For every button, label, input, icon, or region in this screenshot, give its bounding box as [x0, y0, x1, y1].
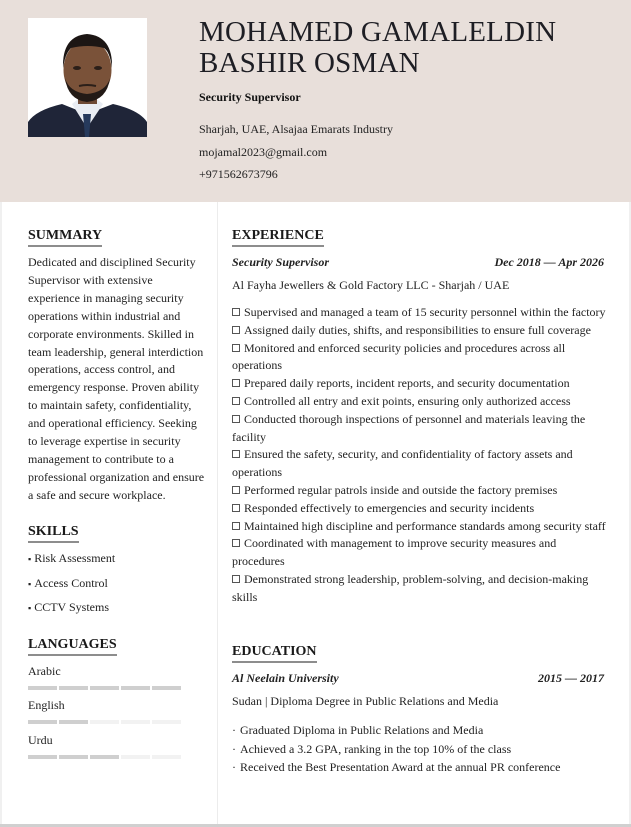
checkbox-glyph-icon [232, 326, 240, 334]
level-segment [90, 755, 119, 759]
experience-bullet: Supervised and managed a team of 15 security personnel within the factory [232, 304, 610, 322]
page-edge-left [0, 202, 2, 825]
location-text: Sharjah, UAE, Alsajaa Emarats Industry [199, 122, 393, 136]
language-name: Urdu [28, 733, 53, 747]
bullet-icon: ▪ [28, 554, 32, 564]
education-school: Al Neelain University [232, 671, 339, 685]
candidate-name [199, 17, 556, 79]
education-heading: EDUCATION [232, 644, 317, 663]
education-bullets [232, 721, 560, 777]
language-level-bar [28, 720, 181, 724]
summary-heading: SUMMARY [28, 228, 102, 247]
resume-header [0, 0, 631, 202]
job-title: Security Supervisor [199, 90, 301, 104]
bullet-icon: · [232, 760, 236, 774]
education-degree: Sudan | Diploma Degree in Public Relations and Media [232, 694, 499, 708]
checkbox-glyph-icon [232, 522, 240, 530]
skill-item: ▪ CCTV Systems [28, 600, 109, 614]
level-segment [59, 686, 88, 690]
level-segment [121, 720, 150, 724]
level-segment [152, 686, 181, 690]
language-level-bar [28, 686, 181, 690]
language-level-bar [28, 755, 181, 759]
checkbox-glyph-icon [232, 344, 240, 352]
skills-heading: SKILLS [28, 524, 79, 543]
experience-bullet: Demonstrated strong leadership, problem-solving, and decision-making skills [232, 571, 589, 604]
checkbox-glyph-icon [232, 575, 240, 583]
level-segment [28, 686, 57, 690]
bullet-icon: ▪ [28, 579, 32, 589]
bullet-icon: · [232, 741, 236, 756]
experience-bullets [232, 304, 610, 607]
language-name: Arabic [28, 664, 61, 678]
experience-bullet: Controlled all entry and exit points, ensuring only authorized access [232, 393, 610, 411]
experience-bullet: Monitored and enforced security policies and procedures across all operations [232, 340, 566, 373]
language-name: English [28, 698, 65, 712]
checkbox-glyph-icon [232, 308, 240, 316]
phone-text: +971562673796 [199, 167, 278, 181]
experience-bullet: Performed regular patrols inside and outside the factory premises [232, 482, 610, 500]
level-segment [59, 755, 88, 759]
experience-bullet: Responded effectively to emergencies and security incidents [232, 500, 610, 518]
level-segment [90, 720, 119, 724]
profile-photo [28, 18, 147, 137]
experience-bullet: Assigned daily duties, shifts, and responsibilities to ensure full coverage [232, 322, 610, 340]
experience-dates: Dec 2018 — Apr 2026 [494, 255, 604, 269]
level-segment [121, 755, 150, 759]
education-bullet: · Graduated Diploma in Public Relations and Media [232, 723, 484, 737]
name-line-1: MOHAMED GAMALELDIN [199, 16, 557, 48]
experience-role: Security Supervisor [232, 255, 330, 269]
checkbox-glyph-icon [232, 504, 240, 512]
column-divider [217, 202, 218, 825]
checkbox-glyph-icon [232, 415, 240, 423]
name-line-2: BASHIR OSMAN [199, 47, 420, 79]
checkbox-glyph-icon [232, 486, 240, 494]
experience-bullet: Ensured the safety, security, and confidentiality of factory assets and operations [232, 447, 573, 480]
education-bullet: · Received the Best Presentation Award at the annual PR conference [232, 760, 561, 774]
checkbox-glyph-icon [232, 379, 240, 387]
level-segment [59, 720, 88, 724]
bullet-icon: ▪ [28, 603, 32, 613]
experience-bullet: Maintained high discipline and performance standards among security staff [232, 518, 610, 536]
experience-bullet: Coordinated with management to improve security measures and procedures [232, 536, 557, 569]
education-dates: 2015 — 2017 [538, 671, 604, 685]
checkbox-glyph-icon [232, 397, 240, 405]
experience-heading: EXPERIENCE [232, 228, 324, 247]
level-segment [28, 720, 57, 724]
education-bullet: · Achieved a 3.2 GPA, ranking in the top 10% of the class [232, 741, 512, 756]
experience-bullet: Conducted thorough inspections of personnel and materials leaving the facility [232, 411, 586, 444]
summary-text: Dedicated and disciplined Security Supervisor with extensive experience in managing security operations within industrial and corporate environments. Skilled in team leadership, general interdiction operations, access control, and emergency response. Proven ability to maintain safety, confidentiality, and operational efficiency. Seeking to leverage expertise in security management to contribute to a professional organization and ensure a safe and secure workplace. [28, 255, 205, 502]
skill-item: ▪ Risk Assessment [28, 551, 116, 565]
bullet-icon: · [232, 723, 236, 737]
level-segment [152, 755, 181, 759]
languages-heading: LANGUAGES [28, 637, 117, 656]
level-segment [121, 686, 150, 690]
email-text: mojamal2023@gmail.com [199, 145, 328, 159]
skill-item: ▪ Access Control [28, 576, 108, 590]
level-segment [152, 720, 181, 724]
person-portrait-icon [28, 18, 147, 137]
level-segment [90, 686, 119, 690]
experience-bullet: Prepared daily reports, incident reports, and security documentation [232, 375, 610, 393]
level-segment [28, 755, 57, 759]
experience-company: Al Fayha Jewellers & Gold Factory LLC - Sharjah / UAE [232, 278, 510, 292]
checkbox-glyph-icon [232, 450, 240, 458]
checkbox-glyph-icon [232, 539, 240, 547]
